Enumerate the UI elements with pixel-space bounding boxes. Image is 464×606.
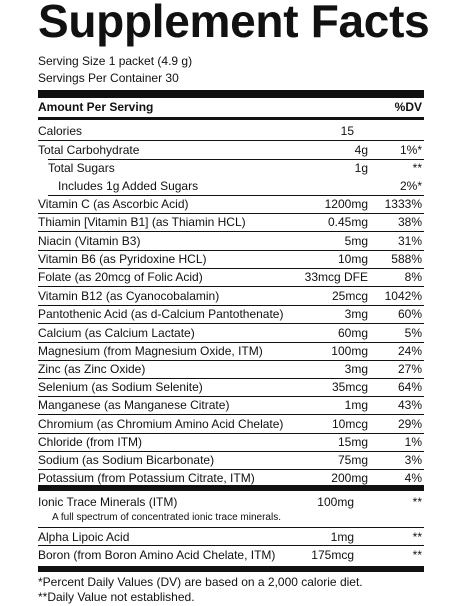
ingredient-name: Alpha Lipoic Acid xyxy=(38,530,130,544)
nutrient-amount: 33mcg DFE xyxy=(304,270,368,284)
row-divider xyxy=(48,195,424,196)
ingredient-dv: ** xyxy=(412,548,422,562)
nutrient-name: Chromium (as Chromium Amino Acid Chelate) xyxy=(38,417,284,431)
row-divider xyxy=(38,231,424,232)
nutrient-dv: 1%* xyxy=(399,143,422,157)
nutrient-amount: 1g xyxy=(354,161,368,175)
row-divider xyxy=(38,342,424,343)
nutrient-name: Magnesium (from Magnesium Oxide, ITM) xyxy=(38,344,263,358)
nutrient-name: Vitamin B6 (as Pyridoxine HCL) xyxy=(38,252,207,266)
nutrient-dv: 1% xyxy=(404,435,422,449)
nutrient-name: Vitamin B12 (as Cyanocobalamin) xyxy=(38,289,220,303)
ingredient-name: Boron (from Boron Amino Acid Chelate, ITM) xyxy=(38,548,276,562)
row-divider xyxy=(38,323,424,324)
nutrient-amount: 1200mg xyxy=(324,197,368,211)
row-divider xyxy=(48,159,424,160)
servings-per-container: Servings Per Container 30 xyxy=(38,71,179,85)
nutrient-name: Manganese (as Manganese Citrate) xyxy=(38,398,230,412)
ingredient-amount: 1mg xyxy=(330,530,354,544)
nutrient-amount: 35mcg xyxy=(331,380,368,394)
nutrient-dv: 29% xyxy=(397,417,422,431)
row-divider xyxy=(38,378,424,379)
row-divider xyxy=(38,469,424,470)
row-divider xyxy=(38,286,424,287)
nutrient-dv: 1042% xyxy=(384,289,422,303)
nutrient-name: Zinc (as Zinc Oxide) xyxy=(38,362,146,376)
row-divider xyxy=(38,451,424,452)
nutrient-dv: 8% xyxy=(404,270,422,284)
dv-label: %DV xyxy=(394,100,422,114)
nutrient-name: Chloride (from ITM) xyxy=(38,435,143,449)
nutrient-amount: 60mg xyxy=(337,326,368,340)
nutrient-amount: 3mg xyxy=(344,307,368,321)
nutrient-amount: 4g xyxy=(354,143,368,157)
nutrient-amount: 75mg xyxy=(337,453,368,467)
row-divider xyxy=(38,396,424,397)
nutrient-amount: 15mg xyxy=(337,435,368,449)
nutrient-name: Potassium (from Potassium Citrate, ITM) xyxy=(38,471,255,485)
nutrient-amount: 3mg xyxy=(344,362,368,376)
footnote-dv: *Percent Daily Values (DV) are based on a 2,000 calorie diet. xyxy=(38,575,363,589)
thick-rule-2 xyxy=(38,485,424,491)
nutrient-name: Total Carbohydrate xyxy=(38,143,140,157)
nutrient-dv: 588% xyxy=(391,252,422,266)
thick-rule xyxy=(38,90,424,98)
nutrient-name: Selenium (as Sodium Selenite) xyxy=(38,380,203,394)
ingredient-description: A full spectrum of concentrated ionic trace minerals. xyxy=(52,512,281,523)
nutrient-dv: 2%* xyxy=(399,179,422,193)
nutrient-name: Thiamin [Vitamin B1] (as Thiamin HCL) xyxy=(38,215,246,229)
nutrient-name: Calcium (as Calcium Lactate) xyxy=(38,326,195,340)
panel-title: Supplement Facts xyxy=(38,0,430,47)
row-divider xyxy=(38,545,424,546)
row-divider xyxy=(38,250,424,251)
nutrient-dv: 31% xyxy=(397,234,422,248)
nutrient-dv: ** xyxy=(412,161,422,175)
ingredient-amount: 100mg xyxy=(317,495,354,509)
nutrient-amount: 25mcg xyxy=(331,289,368,303)
nutrient-name: Calories xyxy=(38,124,83,138)
nutrient-dv: 38% xyxy=(397,215,422,229)
row-divider xyxy=(38,433,424,434)
nutrient-name: Sodium (as Sodium Bicarbonate) xyxy=(38,453,215,467)
nutrient-amount: 0.45mg xyxy=(327,215,368,229)
nutrient-dv: 4% xyxy=(404,471,422,485)
ingredient-dv: ** xyxy=(412,530,422,544)
nutrient-name: Vitamin C (as Ascorbic Acid) xyxy=(38,197,189,211)
nutrient-amount: 10mg xyxy=(337,252,368,266)
row-divider xyxy=(38,414,424,415)
nutrient-dv: 43% xyxy=(397,398,422,412)
nutrient-name: Niacin (Vitamin B3) xyxy=(38,234,141,248)
nutrient-dv: 64% xyxy=(397,380,422,394)
medium-rule xyxy=(38,117,424,120)
serving-size: Serving Size 1 packet (4.9 g) xyxy=(38,54,193,68)
nutrient-name: Folate (as 20mcg of Folic Acid) xyxy=(38,270,203,284)
ingredient-dv: ** xyxy=(412,495,422,509)
row-divider xyxy=(38,360,424,361)
nutrient-dv: 1333% xyxy=(384,197,422,211)
row-divider xyxy=(38,527,424,528)
nutrient-name: Pantothenic Acid (as d-Calcium Pantothenate) xyxy=(38,307,284,321)
nutrient-amount: 200mg xyxy=(331,471,368,485)
nutrient-amount: 10mcg xyxy=(331,417,368,431)
nutrient-name: Includes 1g Added Sugars xyxy=(58,179,199,193)
nutrient-dv: 24% xyxy=(397,344,422,358)
row-divider xyxy=(38,140,424,141)
footnote-not-established: **Daily Value not established. xyxy=(38,590,195,604)
nutrient-amount: 15 xyxy=(340,124,354,138)
nutrient-dv: 27% xyxy=(397,362,422,376)
ingredient-amount: 175mcg xyxy=(311,548,354,562)
ingredient-name: Ionic Trace Minerals (ITM) xyxy=(38,495,178,509)
nutrient-amount: 100mg xyxy=(331,344,368,358)
nutrient-amount: 5mg xyxy=(344,234,368,248)
nutrient-name: Total Sugars xyxy=(48,161,115,175)
row-divider xyxy=(38,213,424,214)
row-divider xyxy=(38,305,424,306)
nutrient-dv: 5% xyxy=(404,326,422,340)
thick-rule-3 xyxy=(38,566,424,572)
row-divider xyxy=(38,268,424,269)
nutrient-dv: 60% xyxy=(397,307,422,321)
supplement-facts-panel xyxy=(38,0,430,606)
nutrient-dv: 3% xyxy=(404,453,422,467)
nutrient-amount: 1mg xyxy=(344,398,368,412)
amount-per-serving-label: Amount Per Serving xyxy=(38,100,154,114)
